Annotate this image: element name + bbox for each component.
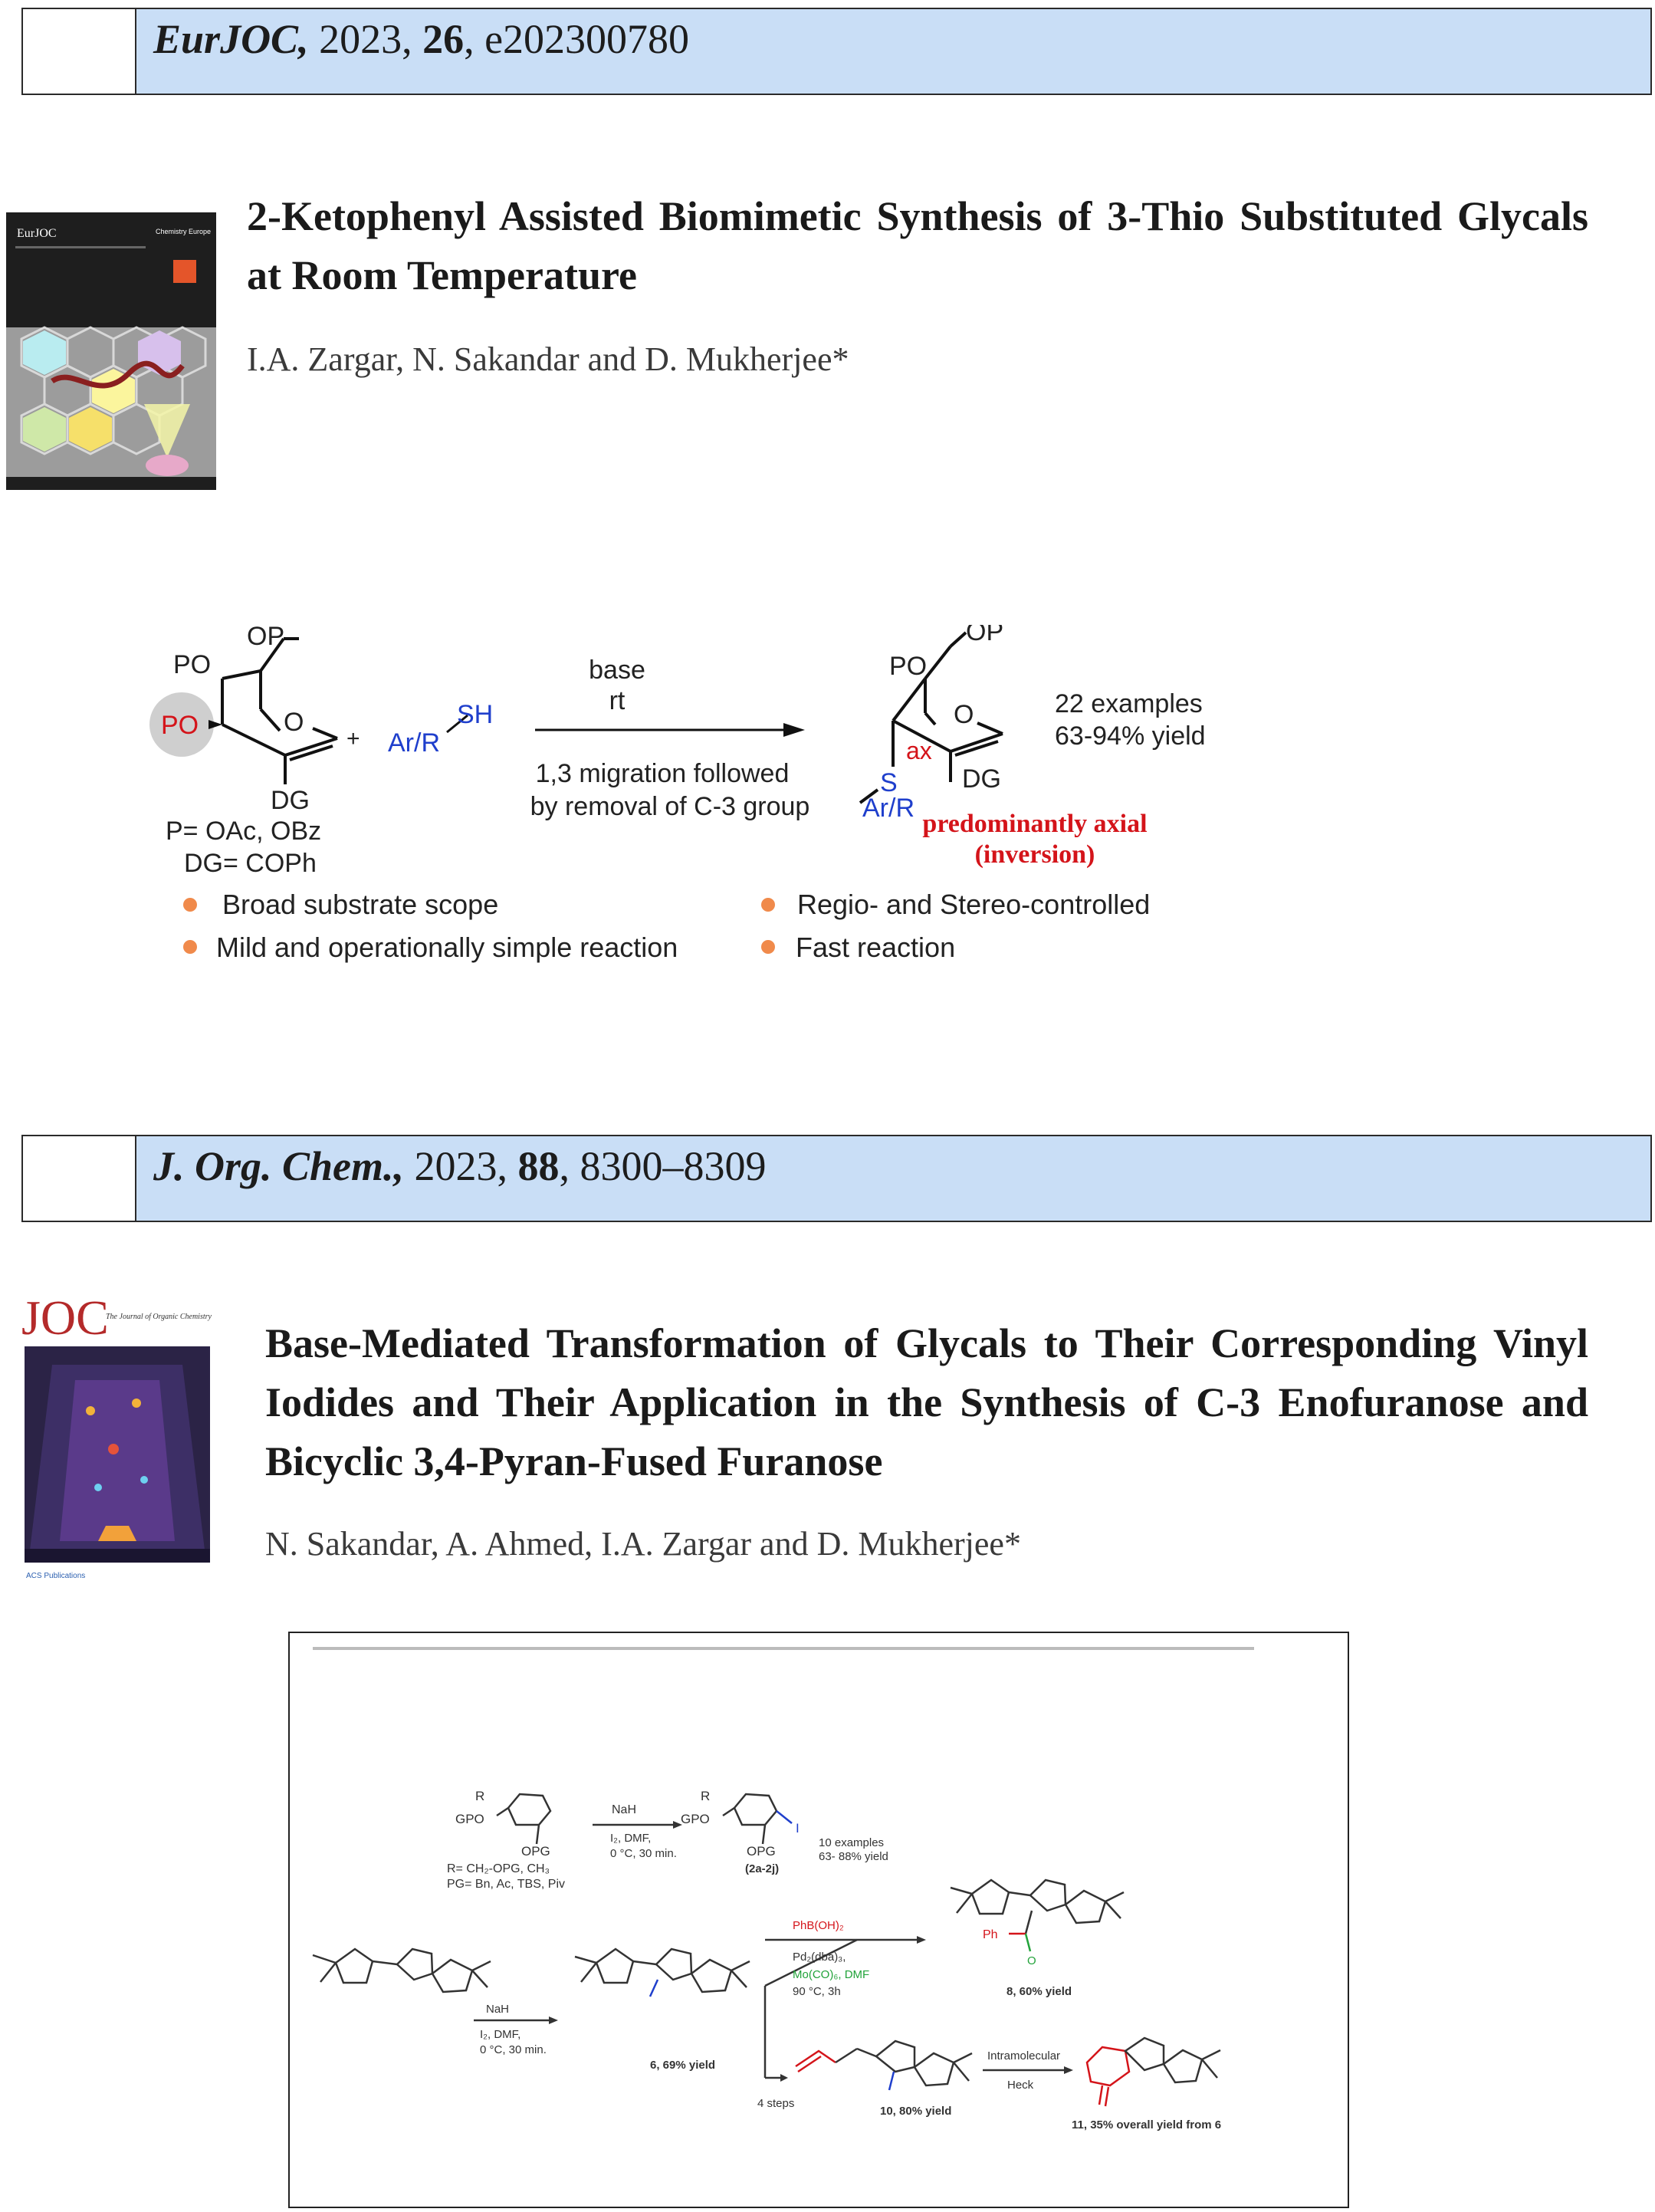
reference-bar-blank-cell bbox=[23, 9, 136, 94]
stereo-label-1: predominantly axial bbox=[922, 810, 1148, 838]
product-op: OP bbox=[966, 625, 1004, 646]
compound-2: (2a-2j) bbox=[745, 1862, 780, 1875]
examples-count: 22 examples bbox=[1055, 689, 1203, 718]
pages: , 8300–8309 bbox=[559, 1143, 767, 1189]
year: 2023, bbox=[319, 16, 412, 62]
yield-range: 63-94% yield bbox=[1055, 721, 1206, 751]
arrow-base: base bbox=[589, 656, 645, 685]
opg-label: OPG bbox=[521, 1844, 550, 1859]
article-title-1: 2-Ketophenyl Assisted Biomimetic Synthesis of 3-Thio Substituted Glycals at Room Temperature bbox=[247, 193, 1588, 298]
journal-cover-joc bbox=[21, 1296, 213, 1583]
journal-name: EurJOC, bbox=[153, 16, 309, 62]
bullet-fast-reaction: Fast reaction bbox=[796, 932, 956, 963]
phenyl-label: Ph bbox=[983, 1928, 998, 1941]
svg-text:O: O bbox=[284, 708, 304, 737]
pg-definition: PG= Bn, Ac, TBS, Piv bbox=[447, 1878, 565, 1891]
compound-6: 6, 69% yield bbox=[650, 2059, 716, 2072]
condition-p: P= OAc, OBz bbox=[166, 817, 322, 846]
reference-bar-blank-cell bbox=[23, 1136, 136, 1221]
citation bbox=[153, 15, 689, 63]
stereo-label-2: (inversion) bbox=[974, 840, 1095, 869]
bullet-dot bbox=[183, 898, 197, 912]
reactant-po-highlight: PO bbox=[161, 711, 199, 740]
gpo-label-product: GPO bbox=[681, 1812, 710, 1826]
temperature: 90 °C, 3h bbox=[793, 1985, 841, 1998]
reaction-scheme-1 bbox=[146, 625, 1249, 978]
four-steps: 4 steps bbox=[757, 2097, 795, 2110]
mo-carbonyl: Mo(CO)₆, DMF bbox=[793, 1968, 870, 1981]
pd-catalyst: Pd₂(dba)₃, bbox=[793, 1951, 846, 1964]
condition-dg: DG= COPh bbox=[184, 849, 317, 878]
reactant-op: OP bbox=[247, 625, 285, 651]
product-dg: DG bbox=[962, 764, 1001, 794]
cond-2b: 0 °C, 30 min. bbox=[480, 2043, 547, 2056]
yield-range-2: 63- 88% yield bbox=[819, 1850, 888, 1863]
heck-line1: Intramolecular bbox=[987, 2049, 1061, 2062]
cover-subtitle: The Journal of Organic Chemistry bbox=[106, 1313, 212, 1321]
bullet-dot bbox=[761, 898, 775, 912]
product-ar: Ar/R bbox=[862, 794, 915, 823]
reference-bar-2 bbox=[21, 1135, 1652, 1222]
reactant-po-top: PO bbox=[173, 650, 212, 679]
volume: 26 bbox=[422, 16, 465, 62]
arrow-rt: rt bbox=[609, 686, 626, 715]
article-authors-2: N. Sakandar, A. Ahmed, I.A. Zargar and D. Mukherjee* bbox=[265, 1525, 1021, 1563]
bullet-mild-reaction: Mild and operationally simple reaction bbox=[216, 932, 678, 963]
opg-label-product: OPG bbox=[747, 1844, 776, 1859]
product-axial: ax bbox=[906, 737, 932, 764]
compound-10: 10, 80% yield bbox=[880, 2105, 952, 2118]
r-label: R bbox=[475, 1789, 485, 1803]
gpo-label: GPO bbox=[455, 1812, 484, 1826]
pages: , e202300780 bbox=[464, 16, 690, 62]
heck-line2: Heck bbox=[1007, 2079, 1034, 2092]
reactant-dg: DG bbox=[271, 786, 310, 815]
reaction-scheme-2 bbox=[288, 1632, 1349, 2208]
article-authors-1: I.A. Zargar, N. Sakandar and D. Mukherjee* bbox=[247, 340, 849, 378]
iodine-label: I bbox=[796, 1821, 800, 1836]
bullet-dot bbox=[761, 940, 775, 954]
cover-publisher: Chemistry Europe bbox=[156, 228, 212, 235]
thiol-group: Ar/R bbox=[388, 728, 440, 758]
citation bbox=[153, 1142, 767, 1190]
arrow-migration-line2: by removal of C-3 group bbox=[530, 792, 810, 821]
svg-text:O: O bbox=[954, 700, 974, 729]
bullet-regio-stereo: Regio- and Stereo-controlled bbox=[797, 889, 1151, 920]
thiol-sh: SH bbox=[457, 700, 494, 729]
reference-bar-1 bbox=[21, 8, 1652, 95]
volume: 88 bbox=[517, 1143, 560, 1189]
bullet-dot bbox=[183, 940, 197, 954]
reagent-nah-2: NaH bbox=[486, 2003, 510, 2016]
cond-1a: I₂, DMF, bbox=[610, 1832, 652, 1845]
examples-count-2: 10 examples bbox=[819, 1836, 885, 1849]
compound-11: 11, 35% overall yield from 6 bbox=[1072, 2118, 1222, 2131]
product-po: PO bbox=[889, 652, 928, 681]
cond-2a: I₂, DMF, bbox=[480, 2028, 521, 2041]
compound-8: 8, 60% yield bbox=[1006, 1985, 1072, 1998]
r-definition: R= CH₂-OPG, CH₃ bbox=[447, 1862, 550, 1875]
cover-journal-name: EurJOC bbox=[17, 227, 57, 240]
arrow-migration-line1: 1,3 migration followed bbox=[535, 759, 790, 788]
journal-cover-eurjoc bbox=[6, 212, 216, 490]
carbonyl-o: O bbox=[1027, 1954, 1036, 1967]
plus-sign: + bbox=[346, 726, 360, 751]
reagent-nah-1: NaH bbox=[612, 1803, 637, 1816]
bullet-broad-scope: Broad substrate scope bbox=[222, 889, 499, 920]
article-title-2: Base-Mediated Transformation of Glycals to Their Corresponding Vinyl Iodides and Their Application in the Synthesis of C-3 Enofuranose and Bicyclic 3,4-Pyran-Fused Furanose bbox=[265, 1320, 1588, 1484]
boronic-acid: PhB(OH)₂ bbox=[793, 1919, 844, 1932]
r-label-product: R bbox=[701, 1789, 711, 1803]
cover-journal-name: JOC bbox=[21, 1296, 109, 1345]
journal-name: J. Org. Chem., bbox=[153, 1143, 405, 1189]
year: 2023, bbox=[414, 1143, 508, 1189]
cond-1b: 0 °C, 30 min. bbox=[610, 1847, 677, 1860]
cover-publisher: ACS Publications bbox=[26, 1572, 86, 1580]
product-s: S bbox=[880, 768, 898, 797]
